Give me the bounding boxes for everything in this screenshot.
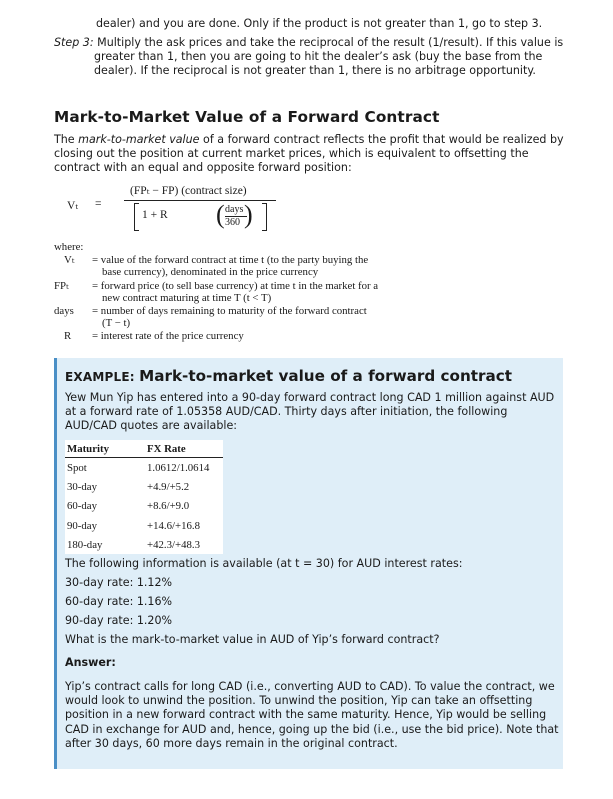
example-prefix: EXAMPLE:: [65, 370, 140, 384]
info-line: 90-day rate: 1.20%: [65, 614, 173, 627]
definition-row: [54, 254, 474, 278]
left-paren: (: [216, 200, 225, 229]
intro-pre: The: [54, 133, 79, 146]
table-cell: 30-day: [67, 481, 97, 494]
info-line: The following information is available (at t = 30) for AUD interest rates:: [65, 557, 463, 570]
formula-numerator: (FPₜ − FP) (contract size): [130, 185, 247, 197]
info-line: 30-day rate: 1.12%: [65, 576, 173, 589]
formula-equals: =: [95, 198, 102, 210]
definition-continuation: base currency), denominated in the price currency: [102, 266, 319, 279]
definition-continuation: new contract maturing at time T (t < T): [102, 291, 272, 304]
definition-row: [54, 280, 474, 304]
example-info: [65, 554, 560, 649]
table-cell: +14.6/+16.8: [147, 519, 200, 532]
right-bracket: [262, 203, 267, 231]
example-title: [65, 366, 512, 385]
definition-symbol: days: [54, 305, 74, 318]
definition-equals: =: [92, 330, 99, 343]
table-cell: 60-day: [67, 500, 97, 513]
table-row: [65, 535, 223, 554]
table-row: [65, 516, 223, 535]
example-title-text: Mark-to-market value of a forward contract: [139, 367, 513, 385]
mtm-formula: [62, 183, 362, 235]
table-cell: +42.3/+48.3: [147, 538, 200, 551]
table-cell: 1.0612/1.0614: [147, 462, 210, 474]
step2-continuation: dealer) and you are done. Only if the product is not greater than 1, go to step 3.: [96, 17, 543, 30]
info-line: 60-day rate: 1.16%: [65, 595, 173, 608]
definition-equals: =: [92, 279, 99, 292]
table-cell: +4.9/+5.2: [147, 481, 190, 494]
formula-denominator: [124, 201, 276, 231]
definition-equals: =: [92, 254, 99, 267]
step3-text: Multiply the ask prices and take the reciprocal of the result (1/result). If this value is greater than 1, then you are going to hit the dealer’s ask (buy the base from the dealer). If the reciprocal is not greater than 1, there is no arbitrage opportunity.: [93, 36, 564, 78]
example-box: [54, 358, 563, 769]
table-header-fx-rate: FX Rate: [145, 440, 223, 458]
table-cell: Spot: [67, 462, 87, 474]
answer-label: Answer:: [65, 656, 116, 669]
step3-body: [54, 36, 574, 79]
table-cell: +8.6/+9.0: [147, 500, 190, 513]
where-definitions: [54, 241, 474, 344]
table-row: [65, 458, 223, 478]
table-row: [65, 497, 223, 516]
definition-symbol: FPₜ: [54, 279, 69, 292]
formula-den-prefix: 1 + R: [142, 209, 168, 221]
days-fraction-numerator: days: [225, 204, 244, 215]
step3-label: Step 3:: [54, 36, 94, 49]
right-paren: ): [244, 200, 253, 229]
definition-symbol: R: [64, 330, 72, 343]
table-row: [65, 478, 223, 497]
table-header-row: [65, 440, 223, 458]
where-label: where:: [54, 241, 84, 253]
answer-text: Yip’s contract calls for long CAD (i.e., converting AUD to CAD). To value the contract, we would look to unwind the position. To unwind the position, Yip can take an offsetting position in a new forward contract with the same maturity. Hence, Yip would be selling CAD in exchange for AUD and, hence, going up the bid (i.e., use the bid price). Note that after 30 days, 60 more days remain in the original contract.: [65, 680, 559, 750]
days-fraction: [216, 201, 256, 231]
definition-equals: =: [92, 305, 99, 318]
section-heading: Mark-to-Market Value of a Forward Contract: [54, 108, 440, 126]
left-bracket: [134, 203, 139, 231]
table-header-maturity: Maturity: [65, 440, 145, 458]
section-intro: [54, 133, 569, 176]
example-intro: Yew Mun Yip has entered into a 90-day forward contract long CAD 1 million against AUD at a forward rate of 1.05358 AUD/CAD. Thirty days after initiation, the following AUD/CAD quotes are available:: [65, 391, 555, 433]
definition-text: forward price (to sell base currency) at time t in the market for a: [100, 279, 379, 292]
question-line: What is the mark-to-market value in AUD of Yip’s forward contract?: [65, 633, 440, 646]
definition-text: number of days remaining to maturity of the forward contract: [100, 305, 367, 318]
definition-row: [54, 330, 474, 342]
days-fraction-denominator: 360: [225, 217, 240, 228]
definition-row: [54, 305, 474, 329]
step3-paragraph: [54, 36, 574, 79]
definition-continuation: (T − t): [102, 317, 131, 330]
definition-text: interest rate of the price currency: [100, 330, 244, 343]
intro-term: mark-to-market value: [78, 133, 200, 146]
fx-quotes-table: [65, 440, 223, 554]
table-cell: 180-day: [67, 538, 103, 551]
definition-symbol: Vₜ: [64, 254, 75, 267]
definition-text: value of the forward contract at time t (to the party buying the: [100, 254, 369, 267]
intro-post: of a forward contract reflects the profit that would be realized by closing out the position at current market prices, which is equivalent to offsetting the contract with an equal and opposite forward position:: [54, 133, 564, 175]
table-cell: 90-day: [67, 519, 97, 532]
formula-lhs: Vₜ: [67, 200, 79, 212]
